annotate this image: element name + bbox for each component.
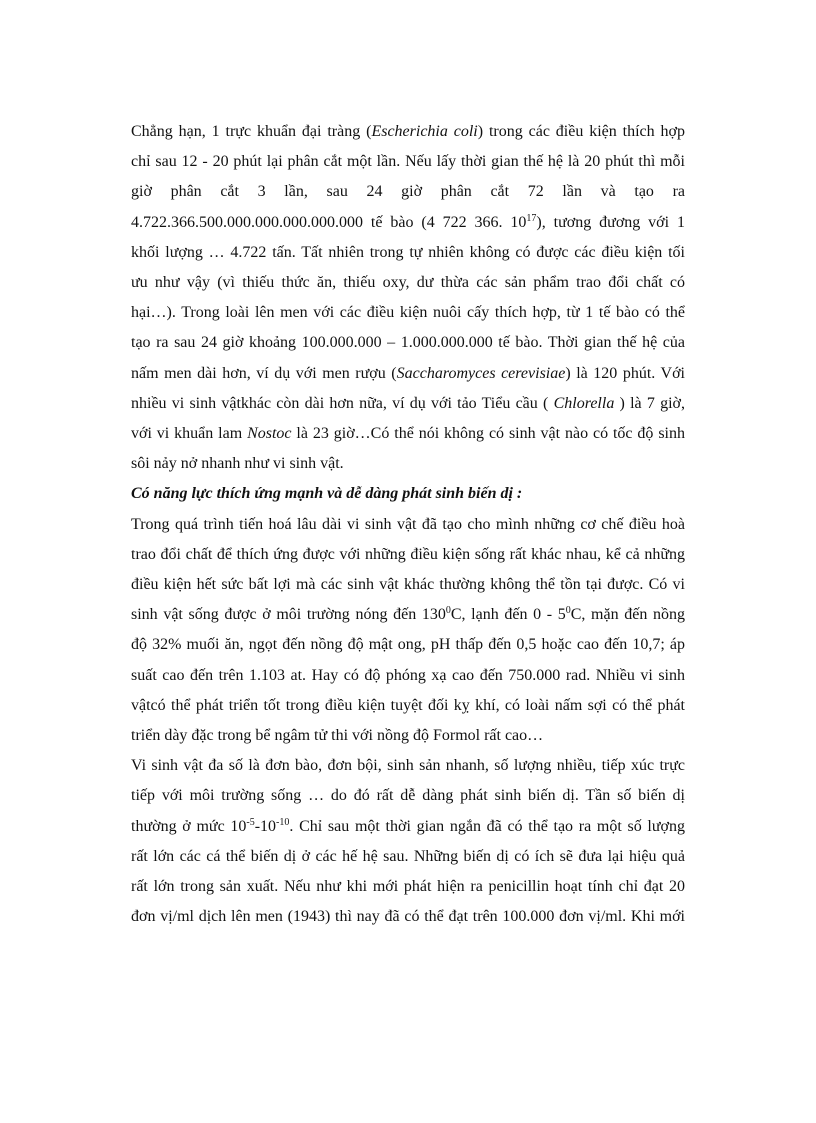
- text-line: vậtcó thể phát triển tốt trong điều kiện tuyệt đối kỵ khí, có loài nấm sợi có thể phát: [131, 696, 685, 714]
- text-line: Trong quá trình tiến hoá lâu dài vi sinh vật đã tạo cho mình những cơ chế điều hoà: [131, 515, 685, 533]
- text-line: rất lớn các cá thể biến dị ở các hế hệ sau. Những biến dị có ích sẽ đưa lại hiệu quả: [131, 847, 685, 865]
- species-name: Saccharomyces cerevisiae: [396, 364, 566, 382]
- text-line: Vi sinh vật đa số là đơn bào, đơn bội, sinh sản nhanh, số lượng nhiều, tiếp xúc trực: [131, 757, 685, 775]
- paragraph-adaptation: [131, 510, 685, 752]
- paragraph-mutation: [131, 751, 685, 932]
- text-line: độ 32% muối ăn, ngọt đến nồng độ mật ong, pH thấp đến 0,5 hoặc cao đến 10,7; áp: [131, 636, 685, 654]
- text-line: điều kiện hết sức bất lợi mà các sinh vật khác thường không thể tồn tại được. Có vi: [131, 576, 685, 594]
- text-line: 4.722.366.500.000.000.000.000.000 tế bào (4 722 366. $10^{17}$), tương đương với 1: [131, 212, 685, 231]
- text-line: tạo ra sau 24 giờ khoảng 100.000.000 – 1.000.000.000 tế bào. Thời gian thế hệ của: [131, 334, 685, 352]
- text-line: sinh vật sống được ở môi trường nóng đến $130^0C$, lạnh đến $0 - 5^0C$, mặn đến nồng: [131, 605, 685, 624]
- text-line: trao đổi chất để thích ứng được với những điều kiện sống rất khác nhau, kể cả những: [131, 545, 685, 563]
- text-line: với vi khuẩn lam Nostoc là 23 giờ…Có thể nói không có sinh vật nào có tốc độ sinh: [131, 425, 686, 443]
- text-line: chỉ sau 12 - 20 phút lại phân cắt một lần. Nếu lấy thời gian thế hệ là 20 phút thì mỗi: [131, 153, 685, 171]
- superscript: 17: [526, 212, 537, 224]
- text-line: ưu như vậy (vì thiếu thức ăn, thiếu oxy, dư thừa các sản phẩm trao đổi chất có: [131, 274, 685, 292]
- text-line: đơn vị/ml dịch lên men (1943) thì nay đã có thể đạt trên 100.000 đơn vị/ml. Khi mới: [131, 908, 685, 926]
- text-line: tiếp với môi trường sống … do đó rất dễ dàng phát sinh biến dị. Tần số biến dị: [131, 787, 685, 805]
- text-line: khối lượng … 4.722 tấn. Tất nhiên trong tự nhiên không có được các điều kiện tối: [131, 243, 685, 261]
- text-line: triển dày đặc trong bể ngâm tử thi với nồng độ Formol rất cao…: [131, 727, 544, 745]
- species-name: Nostoc: [247, 425, 292, 443]
- text-line: nhiều vi sinh vậtkhác còn dài hơn nữa, ví dụ với tảo Tiểu cầu ( Chlorella ) là 7 giờ,: [131, 394, 686, 412]
- species-name: Chlorella: [553, 394, 615, 412]
- superscript: 0: [565, 605, 571, 617]
- text-line: rất lớn trong sản xuất. Nếu như khi mới phát hiện ra penicillin hoạt tính chỉ đạt 20: [131, 878, 685, 896]
- text-line: giờ phân cắt 3 lần, sau 24 giờ phân cắt 72 lần và tạo ra: [131, 183, 685, 201]
- text-line: thường ở mức $10^{-5}-10^{-10}$. Chỉ sau một thời gian ngắn đã có thể tạo ra một số lượng: [131, 816, 685, 835]
- paragraph-growth-rate: [131, 117, 685, 479]
- superscript: -5: [246, 816, 255, 828]
- text-line: hại…). Trong loài lên men với các điều kiện nuôi cấy thích hợp, từ 1 tế bào có thể: [131, 304, 685, 322]
- document-page: [131, 117, 685, 932]
- text-line: sôi nảy nở nhanh như vi sinh vật.: [131, 455, 344, 473]
- text-line: Chẳng hạn, 1 trực khuẩn đại tràng (Escherichia coli) trong các điều kiện thích hợp: [131, 123, 685, 140]
- species-name: Escherichia coli: [371, 123, 478, 140]
- text-line: nấm men dài hơn, ví dụ với men rượu (Saccharomyces cerevisiae) là 120 phút. Với: [131, 364, 685, 382]
- text-line: suất cao đến trên 1.103 at. Hay có độ phóng xạ cao đến 750.000 rad. Nhiều vi sinh: [131, 666, 685, 684]
- superscript: 0: [445, 605, 451, 617]
- section-heading: Có năng lực thích ứng mạnh và dễ dàng phát sinh biến dị :: [131, 485, 523, 503]
- superscript: -10: [276, 816, 290, 828]
